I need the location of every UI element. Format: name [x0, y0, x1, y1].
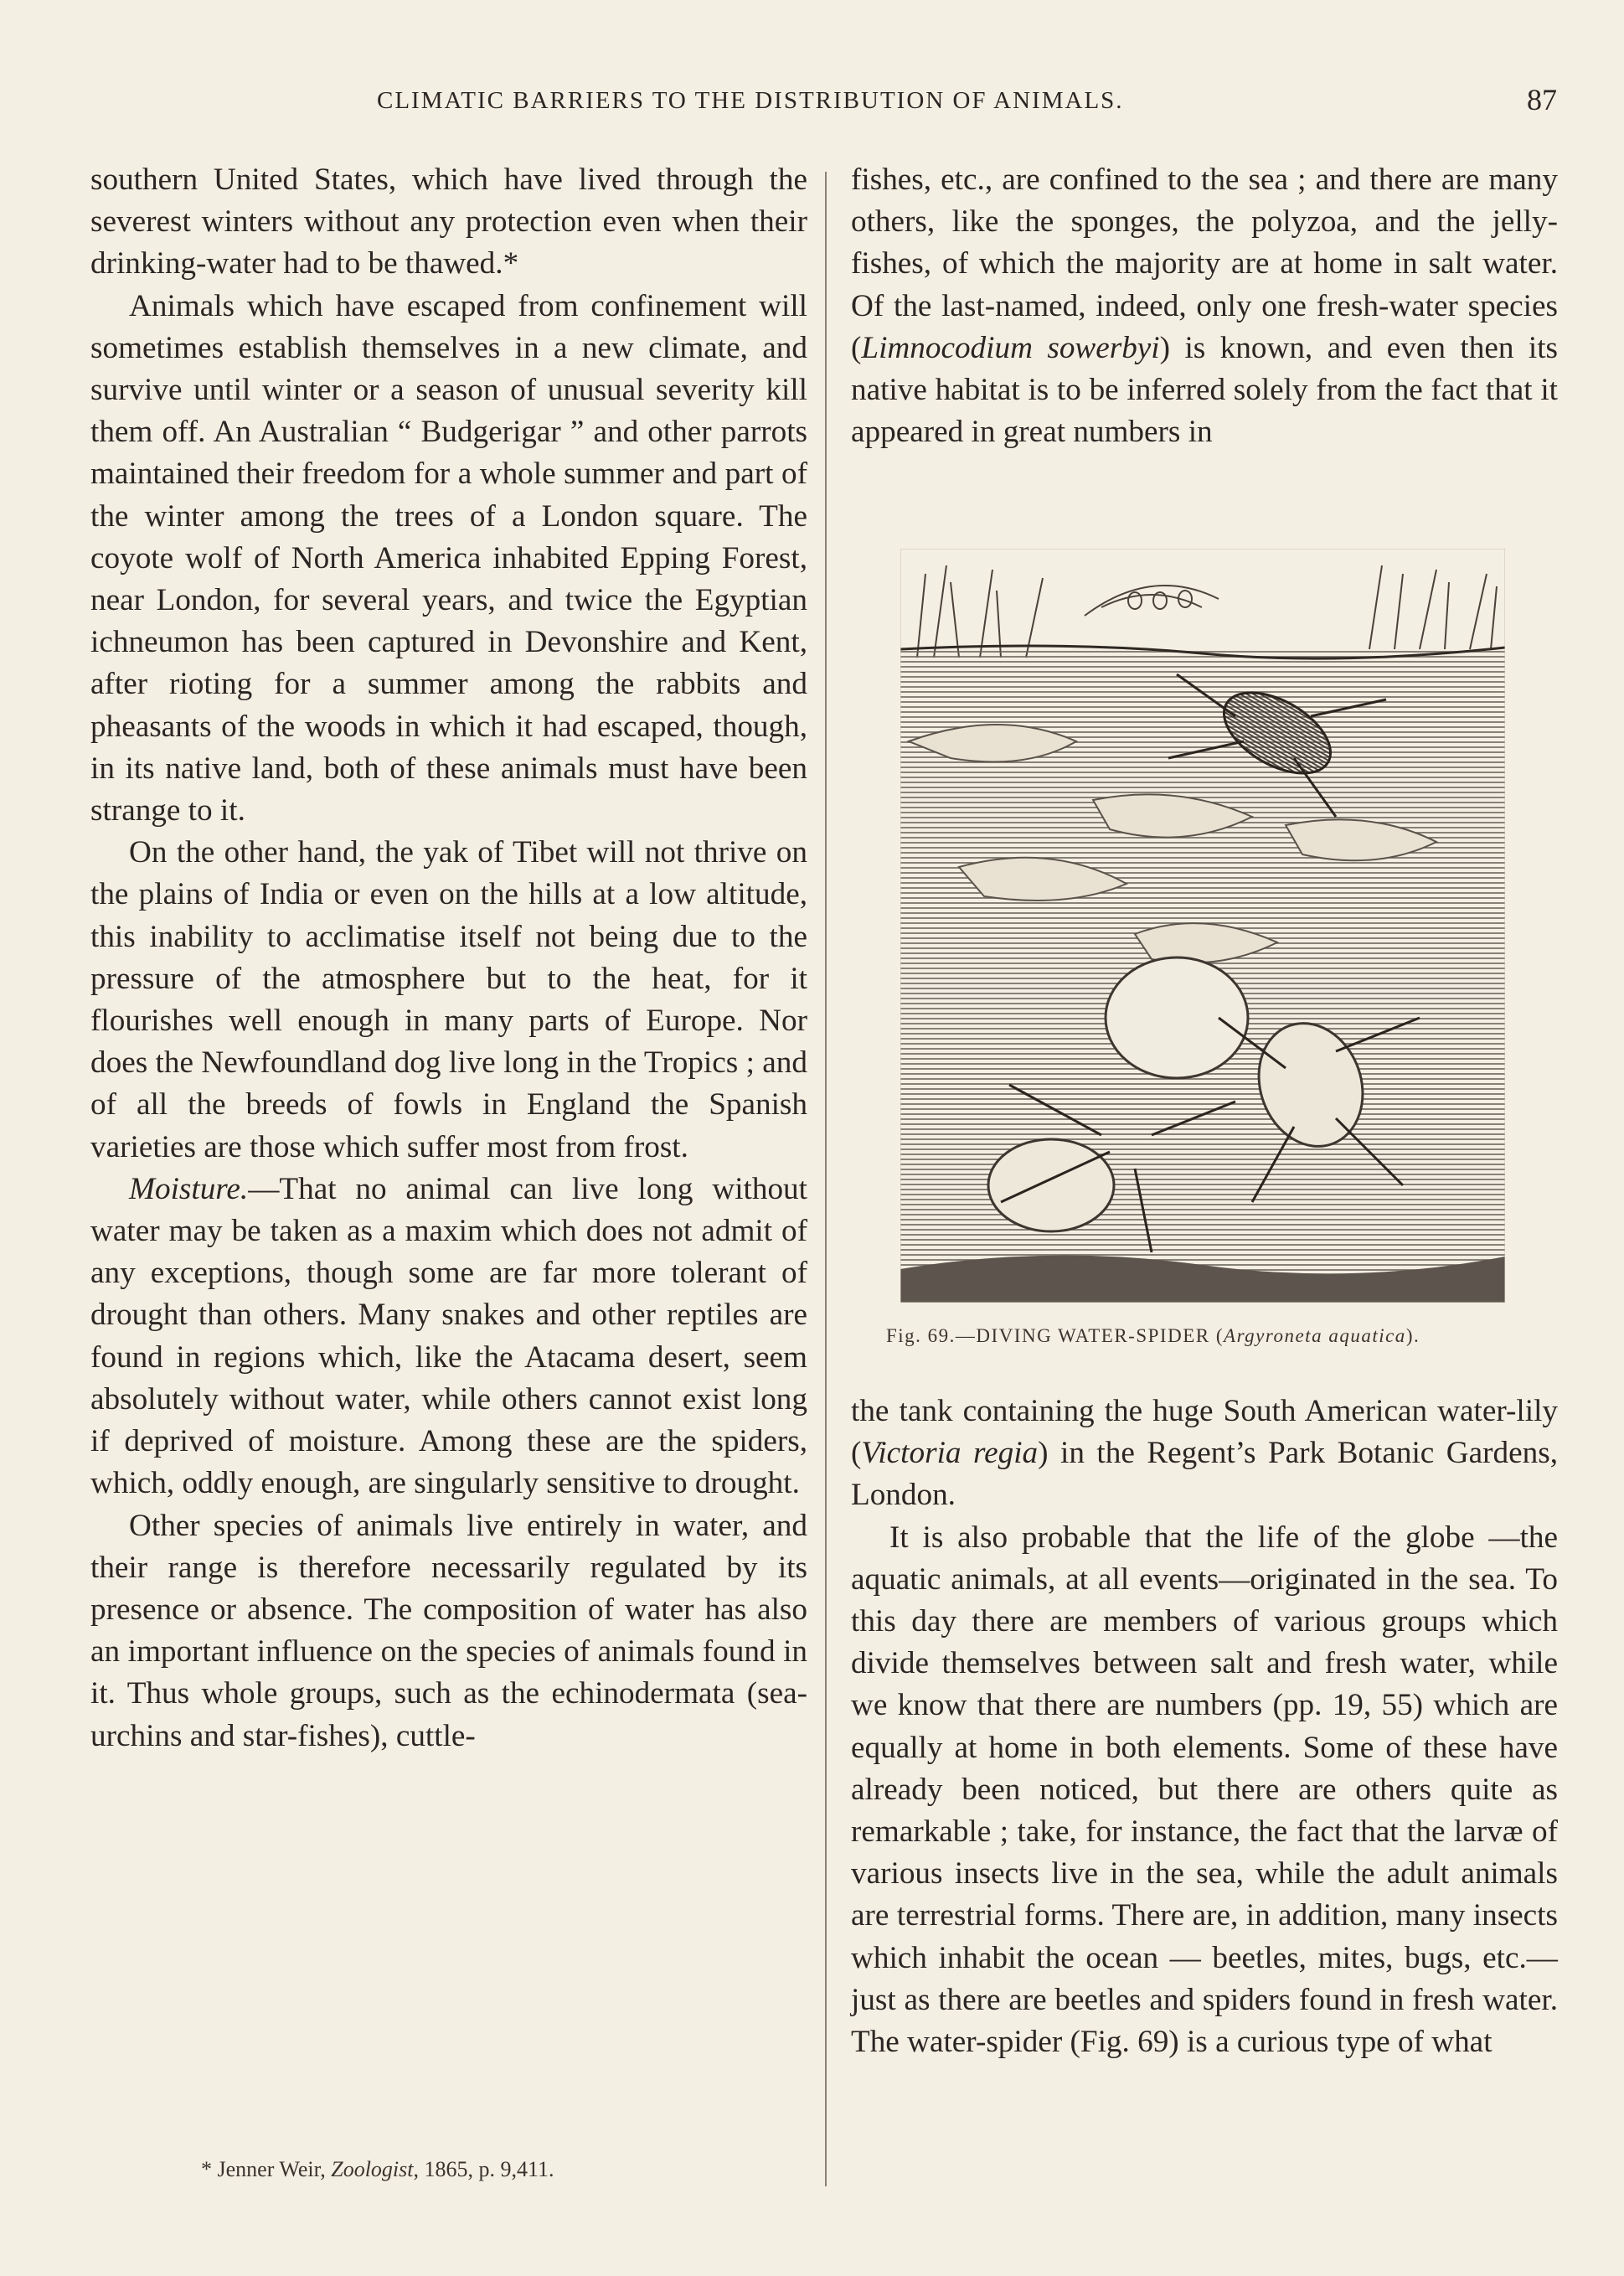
- paragraph: [851, 159, 1558, 453]
- running-title: CLIMATIC BARRIERS TO THE DISTRIBUTION OF ANIMALS.: [377, 87, 1124, 114]
- right-column-bottom: [851, 1391, 1558, 2063]
- column-divider: [825, 172, 827, 2186]
- footnote-rest: , 1865, p. 9,411.: [413, 2157, 554, 2181]
- paragraph-text: fishes, etc., are confined to the sea ; and there are many others, like the sponges, the polyzoa, and the jelly-fishes, of which the majority are at home in salt water. Of the last-named, indeed, only one fresh-water species (: [851, 163, 1558, 365]
- paragraph: On the other hand, the yak of Tibet will not thrive on the plains of India or even on the hills at a low altitude, this inability to acclimatise itself not being due to the pressure of the atmosphere but to the heat, for it flourishes well enough in many parts of Europe. Nor does the Newfoundland dog live long in the Tropics ; and of all the breeds of fowls in England the Spanish varieties are those which suffer most from frost.: [90, 835, 807, 1164]
- figure-caption: [886, 1325, 1539, 1347]
- caption-paren: (: [1215, 1325, 1224, 1346]
- paragraph: Animals which have escaped from confinement will sometimes establish themselves in a new climate, and survive until winter or a season of unusual severity kill them off. An Australian “ Budgerigar ” and other parrots maintained their freedom for a whole summer and part of the winter among the trees of a London square. The coyote wolf of North America inhabited Epping Forest, near London, for several years, and twice the Egyptian ichneumon has been captured in Devonshire and Kent, after rioting for a summer among the rabbits and pheasants of the woods in which it had escaped, though, in its native land, both of these animals must have been strange to it.: [90, 288, 807, 828]
- species-name: Limnocodium sowerbyi: [861, 330, 1160, 365]
- water-spider-illustration: [900, 549, 1505, 1303]
- footnote-prefix: * Jenner Weir,: [201, 2157, 326, 2181]
- paragraph-text: ) in the Regent’s Park Botanic Gardens, London.: [851, 1436, 1559, 1513]
- paragraph: [851, 1391, 1558, 1517]
- paragraph-text: the tank containing the huge South American water-lily (: [851, 1394, 1558, 1471]
- left-column: [90, 159, 807, 1757]
- footnote: [201, 2157, 554, 2182]
- footnote-journal: Zoologist: [331, 2157, 414, 2181]
- right-column-top: [851, 159, 1558, 453]
- page-number: 87: [1527, 83, 1557, 116]
- paragraph: southern United States, which have lived through the severest winters without any protection even when their drinking-water had to be thawed.*: [90, 163, 807, 281]
- paragraph-text: ) is known, and even then its native habitat is to be inferred solely from the fact that it appeared in great numbers in: [851, 330, 1558, 450]
- section-lead: Moisture.: [129, 1171, 249, 1206]
- paragraph-text: —That no animal can live long without water may be taken as a maxim which does not admit of any exceptions, though some are far more tolerant of drought than others. Many snakes and other reptiles are found in regions which, like the Atacama desert, seem absolutely without water, while others cannot exist long if deprived of moisture. Among these are the spiders, which, oddly enough, are singularly sensitive to drought.: [90, 1171, 807, 1501]
- paragraph: Other species of animals live entirely in water, and their range is therefore necessarily regulated by its presence or absence. The composition of water has also an important influence on the species of animals found in it. Thus whole groups, such as the echinodermata (sea-urchins and star-fishes), cuttle-: [90, 1508, 807, 1753]
- caption-paren: ).: [1405, 1325, 1420, 1346]
- caption-label: Fig. 69.—DIVING WATER-SPIDER: [886, 1325, 1210, 1346]
- paragraph: [90, 1169, 807, 1505]
- paragraph: It is also probable that the life of the globe —the aquatic animals, at all events—originated in the sea. To this day there are members of various groups which divide themselves between salt and fresh water, while we know that there are numbers (pp. 19, 55) which are equally at home in both elements. Some of these have already been noticed, but there are others quite as remarkable ; take, for instance, the fact that the larvæ of various insects live in the sea, while the adult animals are terrestrial forms. There are, in addition, many insects which inhabit the ocean — beetles, mites, bugs, etc.—just as there are beetles and spiders found in fresh water. The water-spider (Fig. 69) is a curious type of what: [851, 1520, 1558, 2060]
- caption-species: Argyroneta aquatica: [1224, 1325, 1406, 1346]
- page-header: [0, 82, 1624, 124]
- species-name: Victoria regia: [861, 1436, 1039, 1471]
